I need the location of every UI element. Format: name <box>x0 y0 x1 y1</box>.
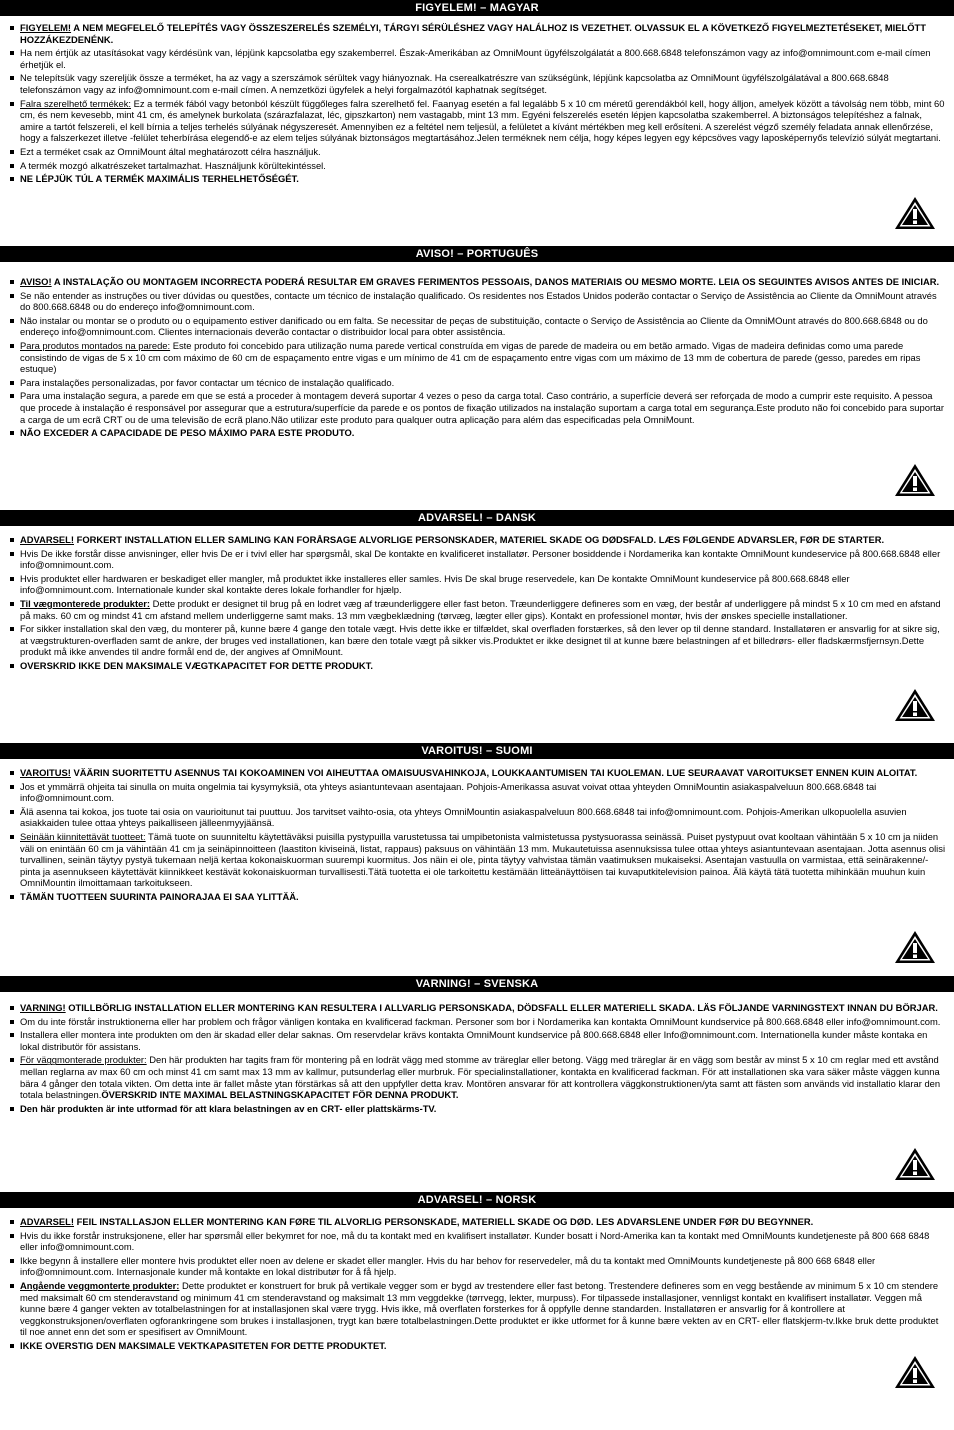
warning-section-portugues <box>0 246 954 441</box>
list-item: Seinään kiinnitettävät tuotteet: Tämä tuote on suunniteltu käytettäväksi puisilla pystypuilla varustetussa tai umpibetonista valmistetussa pystysuorassa seinässä. Puiset pystypuut ovat kooltaan vähintään 5 x 10 cm ja niiden väli on enintään 60 cm ja vähintään 41 cm ja seinäpinnoitteen (laastiton kiviseinä, listat, rappaus) paksuus on vähintään 13 mm. Mukautetuissa asennuksissa tulee ottaa yhteys asiantuntevaan asentajaan. Jotta asennus olisi turvallinen, seinän täytyy pystyä tukemaan neljä kertaa kokonaiskuorman suurempi kuormitus. Jos näin ei ole, pinta täytyy vahvistaa tämän vaatimuksen mukaiseksi. Asentajan vastuulla on varmistaa, että seinärakenne/-pinta ja asennukseen käytettävät kiinnikkeet kestävät kokonaiskuorman turvallisesti.Tätä tuotetta ei ole tarkoitettu kestämään litteänäyttöisen tai kuvaputkitelevision painoa. Älä käytä tätä tuotetta mihinkään muuhun kuin OmniMountin ilmoittamaan tarkoitukseen. <box>0 831 954 889</box>
list-item: Ne telepítsük vagy szereljük össze a terméket, ha az vagy a szerszámok sérültek vagy hiányoznak. Ha cserealkatrészre van szükségünk, lépjünk kapcsolatba az OmniMount ügyfélszolgálatával a 800.668.6848 telefonszámon vagy az info@omnimount.com e-mail címen. A nemzetközi ügyfelek a helyi forgalmazótól kaphatnak segítséget. <box>0 72 954 95</box>
warning-list <box>0 1208 954 1352</box>
section-title: VAROITUS! – SUOMI <box>0 743 954 759</box>
section-title: ADVARSEL! – DANSK <box>0 510 954 526</box>
list-item: IKKE OVERSTIG DEN MAKSIMALE VEKTKAPASITETEN FOR DETTE PRODUKTET. <box>0 1340 954 1352</box>
list-item: För väggmonterade produkter: Den här produkten har tagits fram för montering på en lodrät vägg med stomme av träreglar eller betong. Vägg med träreglar är en vägg som består av minst 5 x 10 cm reglar med ett avstånd mellan reglarna av max 60 cm och minst 41 cm samt max 13 mm av kallmur, putsunderlag eller murbruk. För specialinstallationer, kontakta en kvalificerad fackman. För att installationen ska vara säker måste väggen kunna bära 4 gånger den totala vikten. Om detta inte är fallet måste ytan förstärkas så att den uppfyller detta krav. Montören ansvarar för att kontrollera väggkonstruktionen/yta samt att fästen som används vid installatio klarar den totala belastningen.ÖVERSKRID INTE MAXIMAL BELASTNINGSKAPACITET FÖR DENNA PRODUKT. <box>0 1054 954 1100</box>
list-item: Para produtos montados na parede: Este produto foi concebido para utilização numa parede vertical construída em vigas de parede de madeira ou em betão armado. Vigas de madeira definidas como uma parede consistindo de vigas de 5 x 10 cm com máximo de 60 cm de espaçamento entre vigas e um mínimo de 41 cm de espaçamento entre vigas com um máximo de 13 mm de cobertura de parede (gesso, paredes em ripas estuque) <box>0 340 954 375</box>
section-title: AVISO! – PORTUGUÊS <box>0 246 954 262</box>
list-item: Älä asenna tai kokoa, jos tuote tai osia on vaurioitunut tai puuttuu. Jos tarvitset vaihto-osia, ota yhteys OmniMountin asiakaspalveluun 800.668.6848 tai info@omnimount.com. Pohjois-Amerikan ulkopuolella asuvien asiakkaiden tulee ottaa yhteys paikalliseen jälleenmyyjäänsä. <box>0 806 954 829</box>
list-item: For sikker installation skal den væg, du monterer på, kunne bære 4 gange den totale vægt. Hvis dette ikke er tilfældet, skal overfladen forstærkes, så den lever op til denne standard. Installatøren er ansvarlig for at sikre sig, at vægstrukturen-overfladen samt de ankre, der bruges ved installationen, kan bære den totale vægt på sikker vis.Produktet er ikke designet til at kunne bære belastningen af et billedrørs- eller fladskærmsfjernsyn.Dette produkt må ikke anvendes til andre formål end de, der angives af OmniMount. <box>0 623 954 658</box>
list-item: Angående veggmonterte produkter: Dette produktet er konstruert for bruk på vertikale vegger som er bygd av trestendere eller fast betong. Trestendere defineres som en vegg bestående av minimum 5 x 10 cm stendere med maksimalt 60 cm stenderavstand og minimum 41 cm stenderavstand og maksimalt 13 mm veggdekke (tørrvegg, lekter, murpuss). For tilpassede installasjoner, vennligst kontakt en kvalifisert installatør. Veggen må kunne bære 4 ganger vekten av totalbelastningen for at installasjonen skal være trygg. Hvis ikke, må overflaten forsterkes for å oppfylle denne standarden. Installatøren er ansvarlig for å kontrollere at veggkonstruksjonen/overflaten ogforankringene som brukes i installasjonen, trygt kan bære totalbelastningen.Dette produktet er ikke utformet for å kunne bære vekten av en CRT- eller flatskjerm-tv.Ikke bruk dette produktet til noe annet enn det som er spesifisert av OmniMount. <box>0 1280 954 1338</box>
warning-triangle-icon <box>894 930 936 964</box>
list-item: Ha nem értjük az utasításokat vagy kérdésünk van, lépjünk kapcsolatba egy szakemberrel. Észak-Amerikában az OmniMount ügyfélszolgálatát a 800.668.6848 telefonszámon vagy az info@omnimount.com e-mail címen érhetjük el. <box>0 47 954 70</box>
list-item: Ikke begynn å installere eller montere hvis produktet eller noen av delene er skadet eller mangler. Hvis du har behov for reservedeler, må du ta kontakt med OmniMounts kundetjeneste på 800 668 6848 eller info@omnimount.com. Internasjonale kunder må kontakte en lokal distributør for å få hjelp. <box>0 1255 954 1278</box>
list-item: A termék mozgó alkatrészeket tartalmazhat. Használjunk körültekintéssel. <box>0 160 954 172</box>
list-item: VAROITUS! VÄÄRIN SUORITETTU ASENNUS TAI KOKOAMINEN VOI AIHEUTTAA OMAISUUSVAHINKOJA, LOUKKAANTUMISEN TAI KUOLEMAN. LUE SEURAAVAT VAROITUKSET ENNEN KUIN ALOITAT. <box>0 767 954 779</box>
warning-section-norsk <box>0 1192 954 1354</box>
list-item: VARNING! OTILLBÖRLIG INSTALLATION ELLER MONTERING KAN RESULTERA I ALLVARLIG PERSONSKADA, DÖDSFALL ELLER MATERIELL SKADA. LÄS FÖLJANDE VARNINGSTEXT INNAN DU BÖRJAR. <box>0 1002 954 1014</box>
list-item: TÄMÄN TUOTTEEN SUURINTA PAINORAJAA EI SAA YLITTÄÄ. <box>0 891 954 903</box>
warning-triangle-icon <box>894 1355 936 1389</box>
warning-triangle-icon <box>894 688 936 722</box>
list-item: NE LÉPJÜK TÚL A TERMÉK MAXIMÁLIS TERHELHETŐSÉGÉT. <box>0 173 954 185</box>
list-item: Ezt a terméket csak az OmniMount által meghatározott célra használjuk. <box>0 146 954 158</box>
list-item: AVISO! A INSTALAÇÃO OU MONTAGEM INCORRECTA PODERÁ RESULTAR EM GRAVES FERIMENTOS PESSOAIS, DANOS MATERIAIS OU MESMO MORTE. LEIA OS SEGUINTES AVISOS ANTES DE INICIAR. <box>0 276 954 288</box>
list-item: Para instalações personalizadas, por favor contactar um técnico de instalação qualificado. <box>0 377 954 389</box>
list-item: Se não entender as instruções ou tiver dúvidas ou questões, contacte um técnico de instalação qualificado. Os residentes nos Estados Unidos poderão contactar o Serviço de Assistência ao Cliente da OmniMount através do 800.668.6848 ou do endereço info@omnimount.com. <box>0 290 954 313</box>
warning-list <box>0 526 954 672</box>
warning-list <box>0 992 954 1114</box>
warning-triangle-icon <box>894 463 936 497</box>
list-item: Hvis De ikke forstår disse anvisninger, eller hvis De er i tvivl eller har spørgsmål, skal De kontakte en kvalificeret installatør. Personer bosiddende i Nordamerika kan kontakte OmniMount kundeservice på 800.668.6848 eller info@omnimount.com. <box>0 548 954 571</box>
list-item: Om du inte förstår instruktionerna eller har problem och frågor vänligen kontaka en kvalificerad fackman. Personer som bor i Nordamerika kan kontakta OmniMount kundservice på 800.668.6848 eller info@omnimount.com. <box>0 1016 954 1028</box>
list-item: ADVARSEL! FORKERT INSTALLATION ELLER SAMLING KAN FORÅRSAGE ALVORLIGE PERSONSKADER, MATERIEL SKADE OG DØDSFALD. LÆS FØLGENDE ADVARSLER, FØR DE STARTER. <box>0 534 954 546</box>
warning-section-dansk <box>0 510 954 674</box>
section-title: ADVARSEL! – NORSK <box>0 1192 954 1208</box>
warning-section-svenska <box>0 976 954 1116</box>
list-item: Til vægmonterede produkter: Dette produkt er designet til brug på en lodret væg af træunderliggere eller fast beton. Træunderliggere defineres som en væg, der består af underliggere på mindst 5 x 10 cm med en afstand på maks. 60 cm og mindst 41 cm afstand mellem underliggerne samt maks. 13 mm vægbeklædning (tørvæg, lægter eller gips). Kontakt en professionel montør, hvis der ønskes specielle installationer. <box>0 598 954 621</box>
warning-section-magyar <box>0 0 954 187</box>
list-item: Jos et ymmärrä ohjeita tai sinulla on muita ongelmia tai kysymyksiä, ota yhteys asiantuntevaan asentajaan. Pohjois-Amerikassa asuvat voivat ottaa yhteyden OmniMountin asiakaspalveluun 800.668.6848 tai info@omnimount.com. <box>0 781 954 804</box>
warning-triangle-icon <box>894 1147 936 1181</box>
list-item: Hvis produktet eller hardwaren er beskadiget eller mangler, må produktet ikke installeres eller samles. Hvis De skal bruge reservedele, kan De kontakte OmniMount kundeservice på 800.668.6848 eller info@omnimount.com. Internationale kunder skal kontakte deres lokale forhandler for hjælp. <box>0 573 954 596</box>
list-item: Den här produkten är inte utformad för att klara belastningen av en CRT- eller plattskärms-TV. <box>0 1103 954 1115</box>
list-item: Falra szerelhető termékek: Ez a termék fából vagy betonból készült függőleges falra szerelhető fel. Faanyag esetén a fal legalább 5 x 10 cm méretű gerendákból kell, hogy álljon, amelyek között a távolság nem több, mint 60 cm, és nem kevesebb, mint 41 cm, és amelynek burkolata (szárazfalazat, léc, gipszkarton) nem vastagabb, mint 13 mm. Egyéni felszerelés esetén lépjen kapcsolatba szakemberrel. A biztonságos telepítéshez a falnak, amire a tartót felszereli, el kell bírnia a teljes terhelés súlyának négyszeresét. Amennyiben ez a feltétel nem teljesül, a felületet a kívánt mértékben meg kell erősíteni. A szerelést végző személy feladata annak ellenőrzése, hogy a falszerkezet illetve -felület teherbírása elegendő-e az elem teljes súlyának biztonságos megtartásához.Jelen terméknek nem célja, hogy képes legyen egy képcsöves vagy laposképernyős televízió súlyát megtartani. <box>0 98 954 144</box>
list-item: FIGYELEM! A NEM MEGFELELŐ TELEPÍTÉS VAGY ÖSSZESZERELÉS SZEMÉLYI, TÁRGYI SÉRÜLÉSHEZ VAGY HALÁLHOZ IS VEZETHET. OLVASSUK EL A KÖVETKEZŐ FIGYELMEZTETÉSEKET, MIELŐTT HOZZÁKEZDENÉNK. <box>0 22 954 45</box>
warning-list <box>0 759 954 903</box>
list-item: Installera eller montera inte produkten om den är skadad eller delar saknas. Om reservdelar krävs kontakta OmniMount kundservice på 800.668.6848 eller Info@omnimount.com. Internationella kunder måste kontaka en lokal distributör för assistans. <box>0 1029 954 1052</box>
list-item: OVERSKRID IKKE DEN MAKSIMALE VÆGTKAPACITET FOR DETTE PRODUKT. <box>0 660 954 672</box>
list-item: ADVARSEL! FEIL INSTALLASJON ELLER MONTERING KAN FØRE TIL ALVORLIG PERSONSKADE, MATERIELL SKADE OG DØD. LES ADVARSLENE UNDER FØR DU BEGYNNER. <box>0 1216 954 1228</box>
list-item: NÃO EXCEDER A CAPACIDADE DE PESO MÁXIMO PARA ESTE PRODUTO. <box>0 427 954 439</box>
warning-section-suomi <box>0 743 954 905</box>
section-title: FIGYELEM! – MAGYAR <box>0 0 954 16</box>
warning-list <box>0 16 954 185</box>
list-item: Hvis du ikke forstår instruksjonene, eller har spørsmål eller bekymret for noe, må du ta kontakt med en kvalifisert installatør. Kunder bosatt i Nord-Amerika kan ta kontakt med OmniMounts kundetjeneste på 800 668 6848 eller info@omnimount.com. <box>0 1230 954 1253</box>
warning-triangle-icon <box>894 196 936 230</box>
list-item: Para uma instalação segura, a parede em que se está a proceder à montagem deverá suportar 4 vezes o peso da carga total. Caso contrário, a superfície deverá ser reforçada de modo a cumprir este requisito. A pessoa que procede à instalação é responsável por assegurar que a estrutura/superfície da parede e os pontos de fixação utilizados na instalação suportam a carga total em segurança.Este produto não foi concebido para suportar a carga de um ecrã CRT ou de uma televisão de ecrã plano.Não utilizar este produto para qualquer outra aplicação para além das especificadas pela OmniMount. <box>0 390 954 425</box>
list-item: Não instalar ou montar se o produto ou o equipamento estiver danificado ou em falta. Se necessitar de peças de substituição, contacte o Serviço de Assistência ao Cliente da OmniMOunt através do 800.668.6848 ou do endereço info@omnimount.com. Clientes internacionais deverão contactar o distribuidor local para obter assistência. <box>0 315 954 338</box>
warning-list <box>0 262 954 439</box>
section-title: VARNING! – SVENSKA <box>0 976 954 992</box>
